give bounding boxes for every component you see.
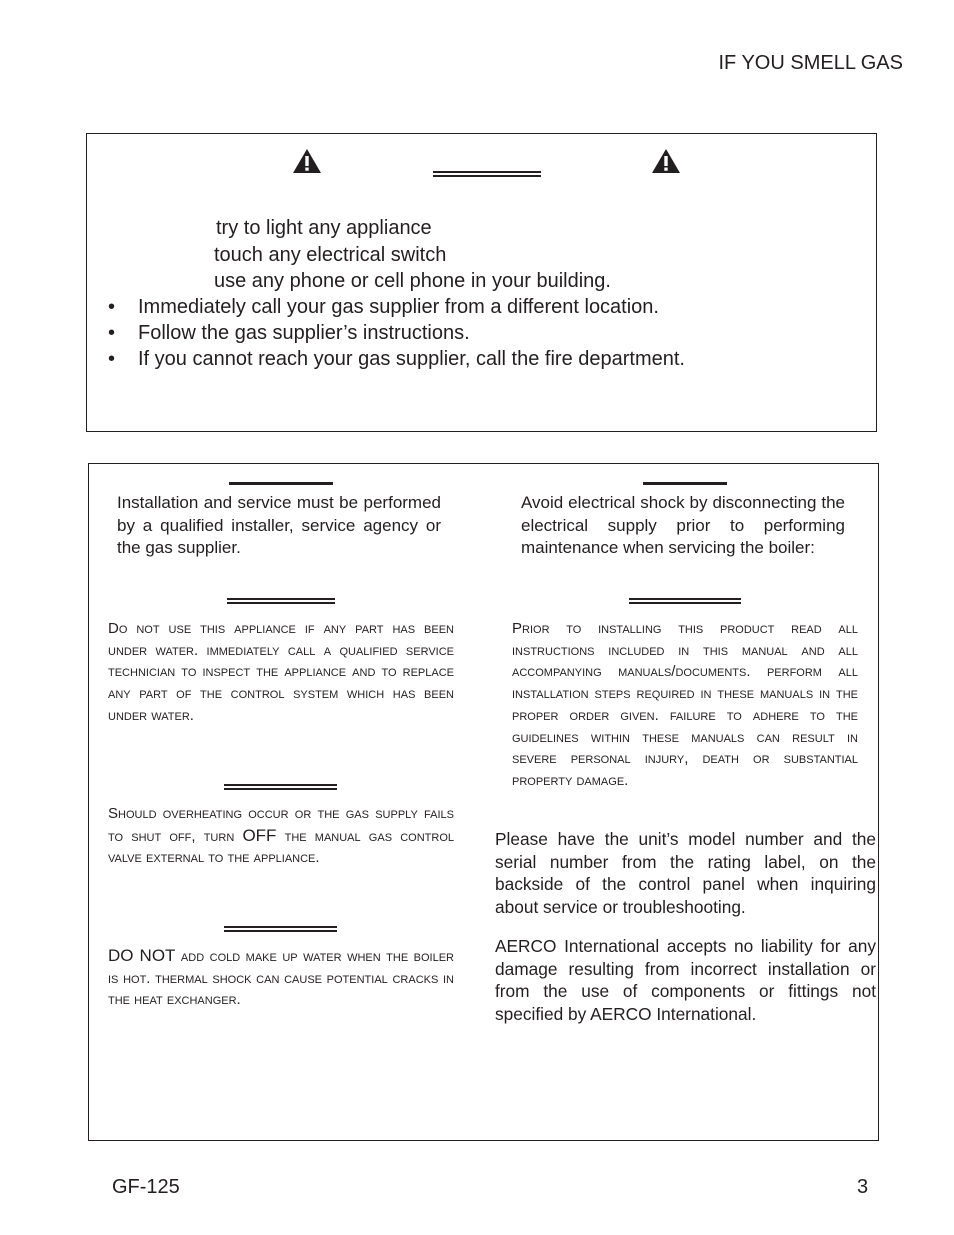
overheating-text: the manual gas control valve external to the appliance.: [108, 827, 454, 867]
warning-icon: [292, 148, 322, 174]
section-title: IF YOU SMELL GAS: [718, 52, 903, 74]
bullet-item: [108, 346, 685, 372]
bullet-text: If you cannot reach your gas supplier, call the fire department.: [138, 348, 685, 370]
heading-rule: [229, 482, 333, 485]
bullet-item: [108, 294, 659, 320]
page-number: 3: [857, 1176, 869, 1198]
heading-rule: [224, 926, 337, 932]
heading-rule: [227, 598, 335, 604]
notices-box: [88, 463, 879, 1141]
under-water-warning: Do not use this appliance if any part has been under water. immediately call a qualified service technician to inspect the appliance and to replace any part of the control system which has been under water.: [108, 620, 454, 724]
model-label: GF-125: [112, 1176, 180, 1198]
bullet-mark: •: [108, 348, 116, 370]
do-not-item: use any phone or cell phone in your building.: [214, 270, 611, 292]
warning-icon: [651, 148, 681, 174]
model-number-note: Please have the unit’s model number and the serial number from the rating label, on the backside of the control panel when inquiring about service or troubleshooting.: [495, 829, 876, 918]
do-not-item: touch any electrical switch: [214, 244, 447, 266]
cold-water-warning: [108, 945, 454, 1011]
do-not-emphasis: DO NOT: [108, 946, 176, 965]
heading-rule: [433, 171, 541, 177]
heading-rule: [224, 784, 337, 790]
bullet-text: Follow the gas supplier’s instructions.: [138, 322, 470, 344]
bullet-mark: •: [108, 322, 116, 344]
cold-water-text: add cold make up water when the boiler is hot. thermal shock can cause potential cracks in the heat exchanger.: [108, 948, 454, 1009]
overheating-warning: [108, 803, 454, 869]
bullet-mark: •: [108, 296, 116, 318]
heading-rule: [629, 598, 741, 604]
read-instructions-warning: Prior to installing this product read all instructions included in this manual and all accompanying manuals/documents. perform all installation steps required in these manuals in the proper order given. failure to adhere to the guidelines within these manuals can result in severe personal injury, death or substantial property damage.: [512, 620, 858, 789]
installation-notice: Installation and service must be performed by a qualified installer, service agency or the gas supplier.: [117, 493, 441, 557]
off-emphasis: OFF: [242, 825, 277, 845]
bullet-item: [108, 320, 470, 346]
overheating-text: Should overheating occur or the gas supply fails to shut off, turn: [108, 805, 454, 845]
liability-note: AERCO International accepts no liability for any damage resulting from incorrect installation or from the use of components or fittings not specified by AERCO International.: [495, 936, 876, 1025]
bullet-text: Immediately call your gas supplier from a different location.: [138, 296, 659, 318]
electrical-notice: Avoid electrical shock by disconnecting the electrical supply prior to performing maintenance when servicing the boiler:: [521, 493, 845, 557]
do-not-item: try to light any appliance: [216, 217, 432, 239]
heading-rule: [643, 482, 727, 485]
